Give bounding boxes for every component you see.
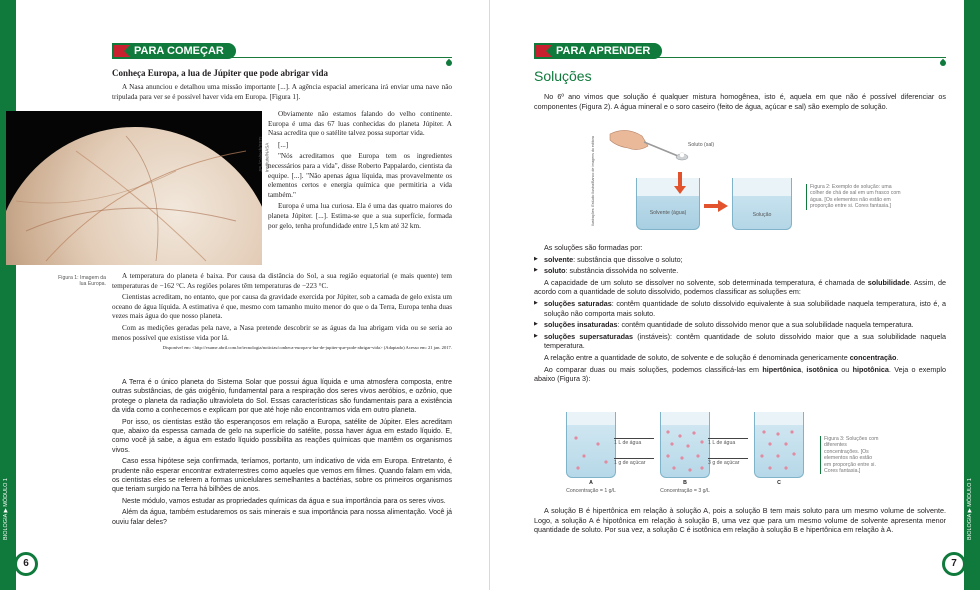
solubility-text-a: A capacidade de um soluto se dissolver no solvente, sob determinada temperatura, é chamada de — [544, 277, 868, 287]
term-solubilidade: solubilidade — [867, 277, 910, 287]
right-page — [490, 0, 980, 590]
compare-text-a: Ao comparar duas ou mais soluções, podemos classificá-las em — [544, 364, 763, 374]
label-b: B — [683, 480, 687, 486]
compare-text-b: . Veja o exemplo abaixo (Figura 3): — [534, 364, 946, 384]
solutions-definition: No 6º ano vimos que solução é qualquer mistura homogênea, isto é, aquela em que não é possível diferenciar os componentes (Figura 2). A água mineral e o soro caseiro (feito de água, açúcar e sal) são exemplo de solução. — [534, 92, 946, 111]
figure-2-caption: Figura 2: Exemplo de solução: uma colher de chá de sal em um frasco com água. [Os elementos não estão em proporção entre si. Cores fantasia.] — [806, 184, 906, 210]
concentration-paragraph — [534, 353, 946, 363]
section-label-text: PARA COMEÇAR — [134, 45, 224, 57]
flag-icon — [536, 45, 552, 57]
label-a: A — [589, 480, 593, 486]
term-insaturadas: soluções insaturadas — [544, 320, 618, 330]
concentration-text-a: A relação entre a quantidade de soluto, de solvente e de solução é denominada genericamente — [544, 352, 850, 362]
body-paragraph-5: Além da água, também estudaremos os sais minerais e sua importância para nossa alimentação. Você já ouviu falar deles? — [112, 509, 452, 526]
formed-by: As soluções são formadas por: — [544, 243, 643, 252]
source-citation: Disponível em: <http://exame.abril.com.br/tecnologia/noticias/conheca-europa-a-lua-de-jupiter-que-pode-abrigar-vida> (Adaptado) Acesso em: 21 jan. 2017. — [162, 345, 452, 351]
temperature-paragraph: A temperatura do planeta é baixa. Por causa da distância do Sol, a sua região equatorial (e mais quente) tem temperaturas de −162 °C. As regiões polares têm temperaturas de −223 °C. — [112, 272, 452, 290]
column-paragraph-3: Europa é uma lua curiosa. Ela é uma das quatro maiores do planeta Júpiter. [...]. Estima-se que a sua superfície, formada por gelo, tenha profundidade entre 1,5 km até 32 km. — [268, 202, 452, 230]
flag-icon — [114, 45, 130, 57]
solubility-paragraph — [534, 278, 946, 297]
term-soluto: soluto — [544, 266, 566, 276]
term-saturadas: soluções saturadas — [544, 298, 612, 308]
column-paragraph-1: Obviamente não estamos falando do velho continente. Europa é uma das 67 luas conhecidas do planeta Júpiter. A Nasa acredita que o satélite talvez possa suportar vida. — [268, 110, 452, 138]
label-water-a: 1 L de água — [614, 438, 654, 446]
figure-3-caption: Figura 3: Soluções com diferentes concentrações. [Os elementos não estão em proporção entre si. Cores fantasia.] — [820, 436, 880, 474]
label-water-b: 1 L de água — [708, 438, 748, 446]
article-column — [268, 110, 452, 233]
figure-2 — [590, 126, 910, 234]
down-arrow-icon — [674, 172, 686, 196]
article-body — [112, 272, 452, 353]
intro-paragraph: A Nasa anunciou e detalhou uma missão importante [...]. A agência espacial americana irá enviar uma nave não tripulada para ver se é possível haver vida em Europa. [Figura 1]. — [112, 83, 452, 101]
beaker-b-particles — [662, 428, 708, 476]
nasa-paragraph: Com as medições geradas pela nave, a Nasa pretende descobrir se as águas da lua abrigam vida ou se seria ao menos possível que existisse vida por lá. — [112, 323, 452, 342]
scientists-paragraph: Cientistas acreditam, no entanto, que por causa da gravidade exercida por Júpiter, sob a camada de gelo exista um oceano de água líquida. A estimativa é que, mesmo com tamanho muito menor do que o da Terra, Europa tenha duas vezes mais água do que nosso planeta. — [112, 293, 452, 321]
body-paragraph-2: Por isso, os cientistas estão tão esperançosos em relação a Europa, satélite de Júpiter. Eles acreditam que, abaixo da espessa camada de gelo na superfície do satélite, possa haver água em estado líquido. E, como você já sabe, a água em estado líquido possibilita as reações químicas que mantêm os organismos vivos. — [112, 418, 452, 454]
bullet-saturadas — [534, 299, 946, 318]
term-supersaturadas: soluções supersaturadas — [544, 331, 633, 341]
section-label-para-comecar — [112, 43, 236, 59]
europa-photo — [6, 111, 262, 265]
label-sugar-b: 3 g de açúcar — [708, 458, 748, 466]
photo-credit: JPL/Caltech/SETI Institute/NASA — [258, 136, 270, 172]
right-arrow-icon — [704, 200, 728, 212]
figure-2-credit: Ilustrações: Estúdio Ilustra/Banco de imagens do editora — [591, 136, 595, 226]
solution-label: Solução — [752, 212, 772, 218]
solutions-body — [534, 243, 946, 386]
body-paragraph-4: Neste módulo, vamos estudar as propriedades químicas da água e sua importância para os seres vivos. — [122, 497, 446, 505]
section-label-text: PARA APRENDER — [556, 45, 651, 57]
column-paragraph-2: "Nós acreditamos que Europa tem os ingredientes necessários para a vida", disse Roberto Pappalardo, cientista da equipe. [...]. "Não apenas água líquida, mas provavelmente os elementos certos e energia química que permitiria a vida também." — [268, 152, 452, 199]
drop-icon — [445, 59, 453, 67]
bullet-solvente — [534, 255, 946, 265]
body-paragraph-1: A Terra é o único planeta do Sistema Solar que possui água líquida e uma atmosfera composta, entre outras substâncias, de gás oxigênio, fundamental para a respiração dos seres vivos aeróbios, e ozônio, que protege o planeta da radiação ultravioleta do Sol. Essas características são fundamentais para a existência da vida como a conhecemos e explicam por que até hoje não encontramos vida em outro planeta. — [112, 379, 452, 415]
compare-paragraph — [534, 365, 946, 384]
page-number-right: 7 — [942, 552, 966, 576]
intro-text — [534, 92, 946, 113]
drop-icon — [939, 59, 947, 67]
bullet-insaturadas — [534, 320, 946, 330]
concentration-a: Concentração = 1 g/L — [566, 488, 616, 494]
desc-supersaturadas: (instáveis): contêm quantidade de soluto dissolvido maior que a sua solubilidade naquela temperatura. — [544, 331, 946, 351]
left-sidebar — [0, 0, 16, 590]
hand-spoon-icon — [608, 126, 698, 166]
page-number-left: 6 — [14, 552, 38, 576]
figure-3 — [566, 410, 946, 502]
page-title: Soluções — [534, 68, 592, 84]
compare-sep-1: , — [801, 364, 807, 374]
solvent-label: Solvente (água) — [649, 210, 687, 216]
desc-solvente: : substância que dissolve o soluto; — [573, 254, 683, 264]
beaker-a-particles — [568, 430, 614, 476]
right-sidebar-label: BIOLOGIA ▶ MÓDULO 1 — [967, 478, 973, 540]
figure-1-caption: Figura 1: Imagem da lua Europa. — [58, 275, 106, 288]
term-solvente: solvente — [544, 254, 574, 264]
beaker-c-particles — [756, 428, 802, 476]
concentration-b: Concentração = 3 g/L — [660, 488, 710, 494]
right-sidebar — [964, 0, 980, 590]
conclusion-paragraph: A solução B é hipertônica em relação à solução A, pois a solução B tem mais soluto para um mesmo volume de solvente. Logo, a solução A é hipotônica em relação à solução B, uma vez que para um mesmo volume de solvente apresenta menor quantidade de soluto. Por sua vez, a solução C é isotônica em relação à solução B e hipertônica em relação à A. — [534, 506, 946, 535]
label-c: C — [777, 480, 781, 486]
term-concentracao: concentração — [849, 352, 897, 362]
column-ellipsis: [...] — [278, 140, 289, 149]
left-sidebar-label: BIOLOGIA ▶ MÓDULO 1 — [3, 478, 9, 540]
module-intro-text — [112, 378, 452, 529]
desc-soluto: : substância dissolvida no solvente. — [565, 266, 679, 276]
desc-insaturadas: : contêm quantidade de soluto dissolvido menor que a sua solubilidade naquela temperatura. — [617, 320, 914, 330]
bullet-supersaturadas — [534, 332, 946, 351]
beaker-solution — [732, 178, 792, 230]
beaker-solvent — [636, 178, 700, 230]
concentration-text-b: . — [896, 352, 899, 362]
term-hipertonica: hipertônica — [762, 364, 802, 374]
solute-label: Soluto (sal) — [687, 142, 715, 148]
term-hipotonica: hipotônica — [852, 364, 889, 374]
desc-saturadas: : contêm quantidade de soluto dissolvido equivalente à sua solubilidade naquela temperatura, isto é, a solução não comporta mais soluto. — [544, 298, 946, 318]
term-isotonica: isotônica — [806, 364, 838, 374]
conclusion-text — [534, 506, 946, 537]
europa-surface-lines — [6, 111, 262, 265]
section-label-para-aprender — [534, 43, 662, 59]
body-paragraph-3: Caso essa hipótese seja confirmada, teríamos, portanto, um indicativo de vida em Europa. Entretanto, é prudente não esperar encontrar extraterrestres como aqueles que vemos em filmes. Quando falam em vida, os cientistas eles se referem a formas unicelulares semelhantes a bactérias, sobre os primeiros organismos que teriam surgido na Terra há bilhões de anos. — [112, 458, 452, 494]
compare-sep-2: ou — [837, 364, 853, 374]
article-intro — [112, 83, 452, 104]
solubility-text-b: . Assim, de acordo com a quantidade de soluto dissolvido, podemos classificar as soluções em: — [534, 277, 947, 297]
article-heading: Conheça Europa, a lua de Júpiter que pode abrigar vida — [112, 68, 329, 78]
bullet-soluto — [534, 266, 946, 276]
label-sugar-a: 1 g de açúcar — [614, 458, 654, 466]
